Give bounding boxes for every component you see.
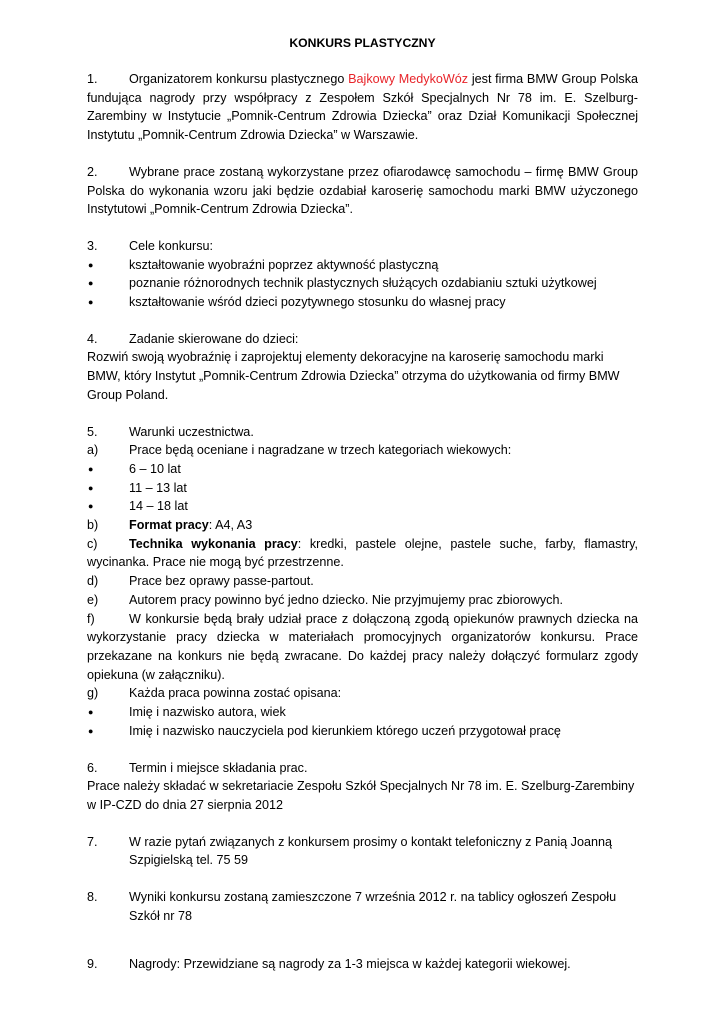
section-3-number: 3.	[87, 238, 98, 253]
section-8-number: 8.	[87, 890, 98, 905]
list-item	[87, 256, 638, 275]
condition-d	[87, 572, 638, 591]
condition-a	[87, 441, 638, 460]
goal-1-text: kształtowanie wyobraźni poprzez aktywność plastyczną	[129, 257, 439, 272]
condition-b-bold: Format pracy	[129, 518, 209, 533]
section-4-heading	[87, 330, 638, 349]
section-9	[87, 955, 638, 974]
section-5-heading-text: Warunki uczestnictwa.	[129, 424, 254, 439]
section-4-number: 4.	[87, 331, 98, 346]
condition-b-mark: b)	[87, 518, 99, 533]
list-item	[87, 497, 638, 516]
list-item	[87, 460, 638, 479]
bullet-icon: ●	[88, 259, 94, 270]
list-item	[87, 479, 638, 498]
goal-2-text: poznanie różnorodnych technik plastycznych służących ozdabianiu sztuki użytkowej	[129, 276, 597, 291]
condition-e	[87, 591, 638, 610]
bullet-icon: ●	[88, 463, 94, 474]
condition-g-mark: g)	[87, 686, 99, 701]
section-4-text: Rozwiń swoją wyobraźnię i zaprojektuj elementy dekoracyjne na karoserię samochodu marki BMW, który Instytut „Pomnik-Centrum Zdrowia Dziecka” otrzyma do użytkowania od firmy BMW Group Poland.	[87, 350, 620, 402]
section-1-text-pre: Organizatorem konkursu plastycznego	[129, 72, 349, 86]
bullet-icon: ●	[88, 297, 94, 308]
condition-f	[87, 610, 638, 685]
section-3-heading-text: Cele konkursu:	[129, 238, 213, 253]
section-3-heading	[87, 237, 638, 256]
condition-e-text: Autorem pracy powinno być jedno dziecko. Nie przyjmujemy prac zbiorowych.	[129, 592, 563, 607]
condition-e-mark: e)	[87, 592, 99, 607]
section-8	[87, 888, 638, 925]
section-6-heading	[87, 759, 638, 778]
section-1	[87, 70, 638, 145]
condition-d-text: Prace bez oprawy passe-partout.	[129, 574, 314, 589]
age-group-3: 14 – 18 lat	[129, 499, 188, 514]
condition-g	[87, 684, 638, 703]
section-9-number: 9.	[87, 957, 98, 972]
contest-name-highlight: Bajkowy MedykoWóz	[348, 72, 469, 86]
label-field-1: Imię i nazwisko autora, wiek	[129, 705, 286, 720]
section-4-heading-text: Zadanie skierowane do dzieci:	[129, 331, 299, 346]
section-6-text: Prace należy składać w sekretariacie Zespołu Szkół Specjalnych Nr 78 im. E. Szelburg-Zarembiny w IP-CZD do dnia 27 sierpnia 2012	[87, 779, 635, 812]
list-item	[87, 703, 638, 722]
condition-b-text: : A4, A3	[208, 518, 253, 533]
bullet-icon: ●	[88, 501, 94, 512]
condition-b	[87, 516, 638, 535]
section-8-text: Wyniki konkursu zostaną zamieszczone 7 września 2012 r. na tablicy ogłoszeń Zespołu Szkół nr 78	[129, 890, 617, 923]
section-6-number: 6.	[87, 760, 98, 775]
condition-g-text: Każda praca powinna zostać opisana:	[129, 686, 342, 701]
section-7-number: 7.	[87, 834, 98, 849]
section-5-number: 5.	[87, 424, 98, 439]
age-group-2: 11 – 13 lat	[129, 480, 187, 495]
condition-a-mark: a)	[87, 443, 99, 458]
section-2-text: Wybrane prace zostaną wykorzystane przez ofiarodawcę samochodu – firmę BMW Group Polska do wykonania wzoru jaki będzie ozdabiał karoserię samochodu marki BMW użyczonego Instytutowi „Pomnik-Centrum Zdrowia Dziecka”.	[87, 164, 638, 217]
section-7-text: W razie pytań związanych z konkursem prosimy o kontakt telefoniczny z Panią Joanną Szpigielską tel. 75 59	[129, 834, 612, 868]
section-6-heading-text: Termin i miejsce składania prac.	[129, 760, 308, 775]
condition-c-text: : kredki, pastele olejne, pastele suche, farby, flamastry, wycinanka. Prace nie mogą być przestrzenne.	[87, 536, 638, 570]
bullet-icon: ●	[88, 278, 94, 289]
condition-c	[87, 535, 638, 572]
condition-c-mark: c)	[87, 536, 98, 551]
bullet-icon: ●	[88, 725, 94, 736]
section-1-number: 1.	[87, 72, 98, 86]
section-5-heading	[87, 423, 638, 442]
bullet-icon: ●	[88, 707, 94, 718]
condition-c-bold: Technika wykonania pracy	[129, 536, 298, 551]
document-page	[87, 30, 638, 974]
list-item	[87, 274, 638, 293]
section-1-text-post: jest firma BMW Group Polska fundująca nagrody przy współpracy z Zespołem Szkół Specjalnych Nr 78 im. E. Szelburg-Zarembiny w Instytucie „Pomnik-Centrum Zdrowia Dziecka” oraz Dział Komunikacji Społecznej Instytutu „Pomnik-Centrum Zdrowia Dziecka” w Warszawie.	[87, 72, 638, 143]
condition-f-mark: f)	[87, 611, 95, 626]
condition-f-text: W konkursie będą brały udział prace z dołączoną zgodą opiekunów prawnych dziecka na wykorzystanie pracy dziecka w materiałach promocyjnych organizatorów konkursu. Prace przekazane na konkurs nie będą zwracane. Do każdej pracy należy dołączyć formularz zgody opiekuna (w załączniku).	[87, 611, 638, 682]
condition-d-mark: d)	[87, 574, 99, 589]
goal-3-text: kształtowanie wśród dzieci pozytywnego stosunku do własnej pracy	[129, 295, 506, 310]
list-item	[87, 722, 638, 741]
condition-a-text: Prace będą oceniane i nagradzane w trzech kategoriach wiekowych:	[129, 443, 512, 458]
section-9-text: Nagrody: Przewidziane są nagrody za 1-3 miejsca w każdej kategorii wiekowej.	[129, 957, 571, 972]
bullet-icon: ●	[88, 482, 94, 493]
age-group-1: 6 – 10 lat	[129, 461, 181, 476]
list-item	[87, 293, 638, 312]
section-2	[87, 163, 638, 219]
label-field-2: Imię i nazwisko nauczyciela pod kierunkiem którego uczeń przygotował pracę	[129, 723, 561, 738]
document-title: KONKURS PLASTYCZNY	[289, 36, 436, 50]
section-7	[87, 833, 638, 870]
section-2-number: 2.	[87, 164, 98, 179]
